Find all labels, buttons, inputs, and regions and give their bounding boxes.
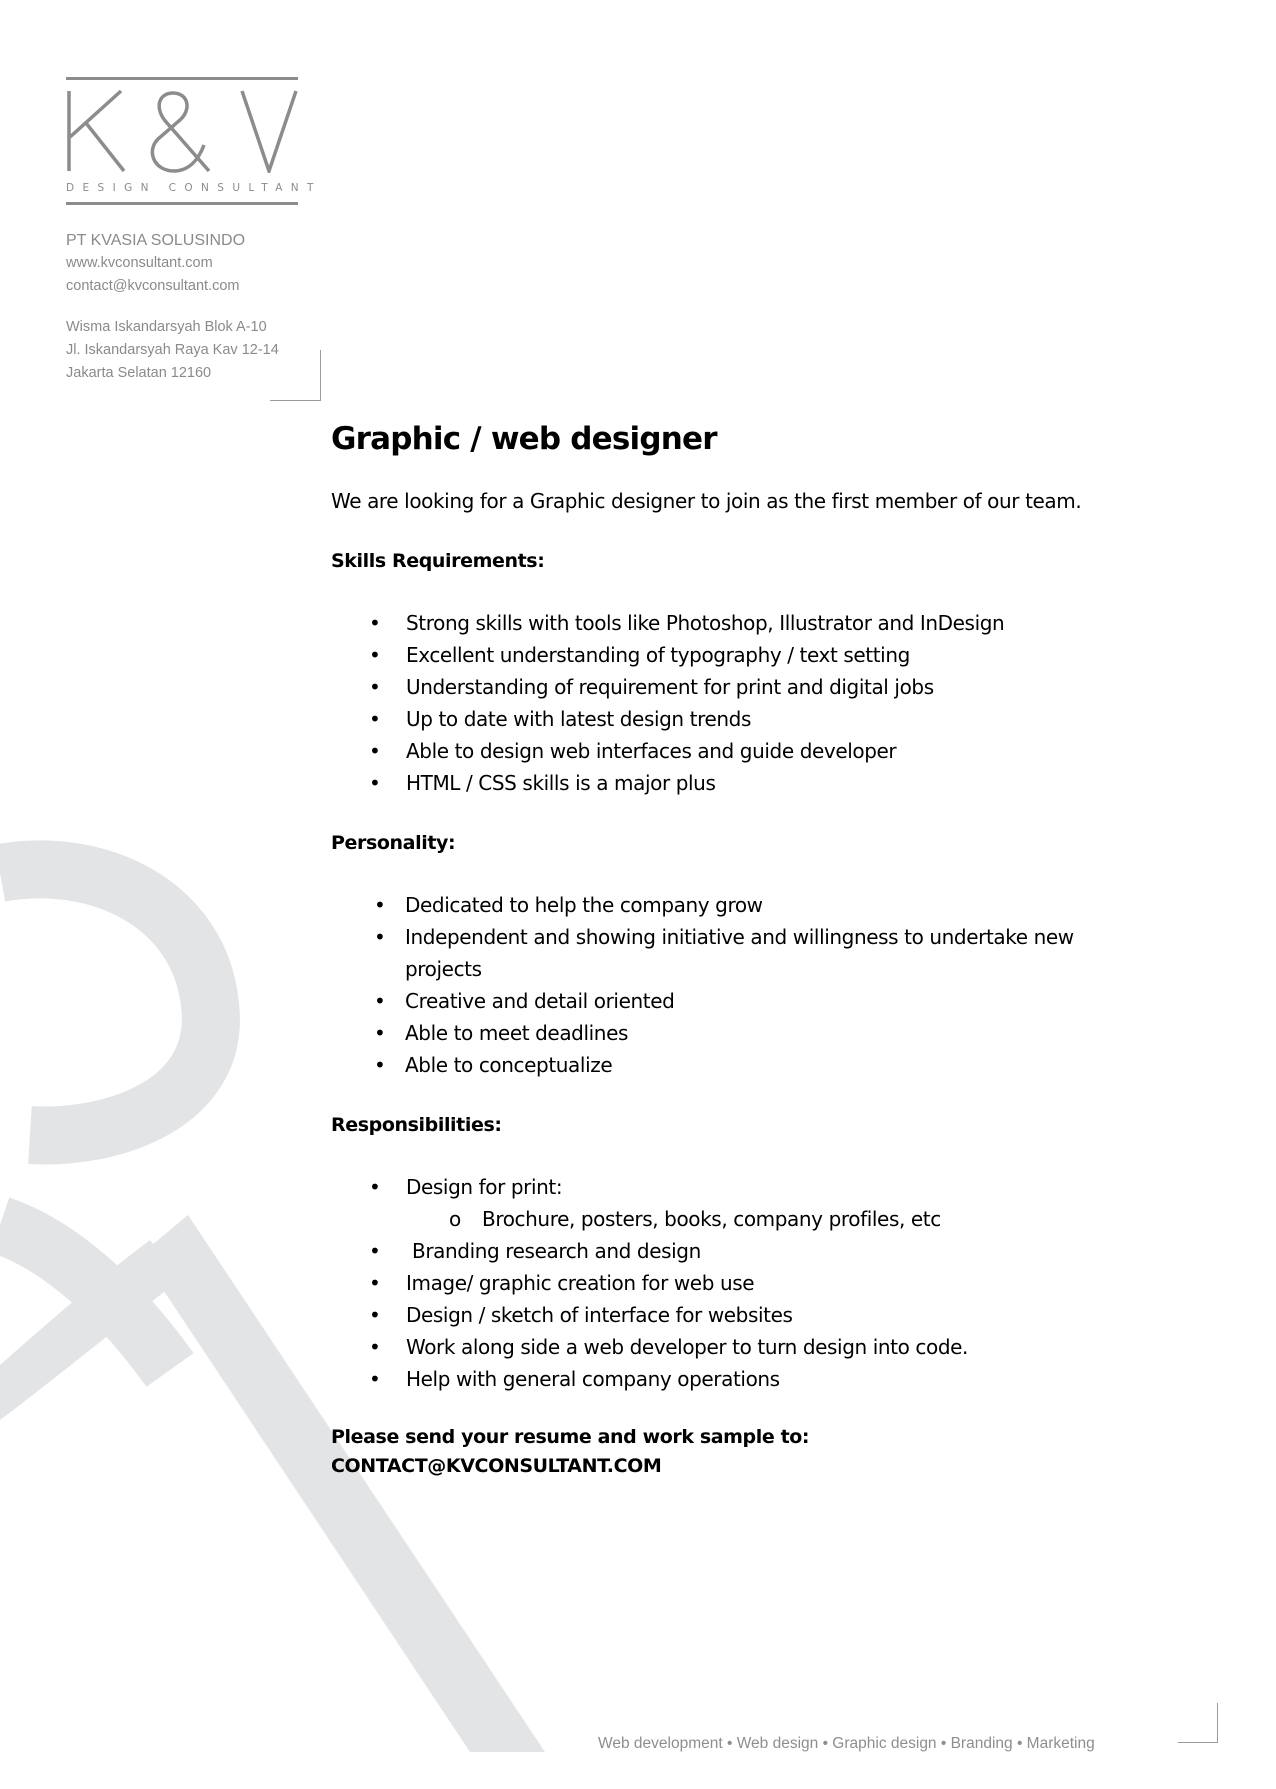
list-item: • Help with general company operations xyxy=(331,1363,1111,1395)
bullet-icon: • xyxy=(369,1271,381,1295)
bullet-icon: • xyxy=(374,1021,386,1045)
company-email[interactable]: contact@kvconsultant.com xyxy=(66,278,240,294)
bullet-icon: • xyxy=(369,739,381,763)
bullet-icon: • xyxy=(374,925,386,949)
bullet-icon: • xyxy=(369,611,381,635)
skills-heading: Skills Requirements: xyxy=(331,550,545,572)
responsibilities-heading: Responsibilities: xyxy=(331,1114,502,1136)
kv-logo xyxy=(66,77,322,205)
list-item: • Able to conceptualize xyxy=(331,1049,1111,1081)
list-item: • Able to design web interfaces and guide developer xyxy=(331,735,1111,767)
company-name: PT KVASIA SOLUSINDO xyxy=(66,232,246,249)
list-item: • Work along side a web developer to turn design into code. xyxy=(331,1331,1111,1363)
list-item: • Design for print: xyxy=(331,1171,1111,1203)
corner-crop-mark xyxy=(270,350,321,401)
list-item: • Excellent understanding of typography / text setting xyxy=(331,639,1111,671)
bullet-icon: • xyxy=(369,1303,381,1327)
bullet-icon: • xyxy=(369,643,381,667)
logo-bottom-rule xyxy=(66,202,298,205)
logo-tagline: DESIGN CONSULTANT xyxy=(66,182,322,194)
skills-list xyxy=(331,607,1111,799)
bullet-icon: • xyxy=(369,1239,381,1263)
bullet-icon: • xyxy=(369,1175,381,1199)
address-line-1: Wisma Iskandarsyah Blok A-10 xyxy=(66,319,267,335)
intro-text: We are looking for a Graphic designer to join as the first member of our team. xyxy=(331,489,1082,513)
list-item: • Dedicated to help the company grow xyxy=(331,889,1111,921)
company-info xyxy=(66,229,279,385)
bullet-icon: • xyxy=(374,1053,386,1077)
list-item: • Understanding of requirement for print and digital jobs xyxy=(331,671,1111,703)
contact-prompt: Please send your resume and work sample to: xyxy=(331,1426,810,1448)
contact-block xyxy=(331,1423,1111,1481)
bullet-icon: • xyxy=(369,675,381,699)
bullet-icon: • xyxy=(369,1367,381,1391)
kv-logo-letters xyxy=(66,87,298,173)
bullet-icon: • xyxy=(374,893,386,917)
list-item: • Up to date with latest design trends xyxy=(331,703,1111,735)
bullet-icon: • xyxy=(369,771,381,795)
bullet-icon: • xyxy=(374,989,386,1013)
bullet-icon: • xyxy=(369,707,381,731)
list-item: • Able to meet deadlines xyxy=(331,1017,1111,1049)
list-item: • Independent and showing initiative and willingness to undertake new projects xyxy=(331,921,1111,985)
personality-list xyxy=(331,889,1111,1081)
list-item: o Brochure, posters, books, company profiles, etc xyxy=(331,1203,1111,1235)
bullet-icon: • xyxy=(369,1335,381,1359)
circle-bullet-icon: o xyxy=(449,1207,461,1231)
contact-email[interactable]: CONTACT@KVCONSULTANT.COM xyxy=(331,1455,662,1477)
list-item: • Branding research and design xyxy=(331,1235,1111,1267)
job-posting xyxy=(331,414,1111,1481)
page-title: Graphic / web designer xyxy=(331,421,717,457)
logo-top-rule xyxy=(66,77,298,80)
list-item: • Design / sketch of interface for websites xyxy=(331,1299,1111,1331)
address-line-2: Jl. Iskandarsyah Raya Kav 12-14 xyxy=(66,342,279,358)
list-item: • Image/ graphic creation for web use xyxy=(331,1267,1111,1299)
address-line-3: Jakarta Selatan 12160 xyxy=(66,365,212,381)
list-item: • HTML / CSS skills is a major plus xyxy=(331,767,1111,799)
responsibilities-list xyxy=(331,1171,1111,1395)
list-item: • Creative and detail oriented xyxy=(331,985,1111,1017)
footer-services: Web development • Web design • Graphic design • Branding • Marketing xyxy=(598,1735,1095,1752)
corner-crop-mark xyxy=(1178,1703,1218,1743)
company-website[interactable]: www.kvconsultant.com xyxy=(66,255,213,271)
personality-heading: Personality: xyxy=(331,832,456,854)
list-item: • Strong skills with tools like Photoshop, Illustrator and InDesign xyxy=(331,607,1111,639)
